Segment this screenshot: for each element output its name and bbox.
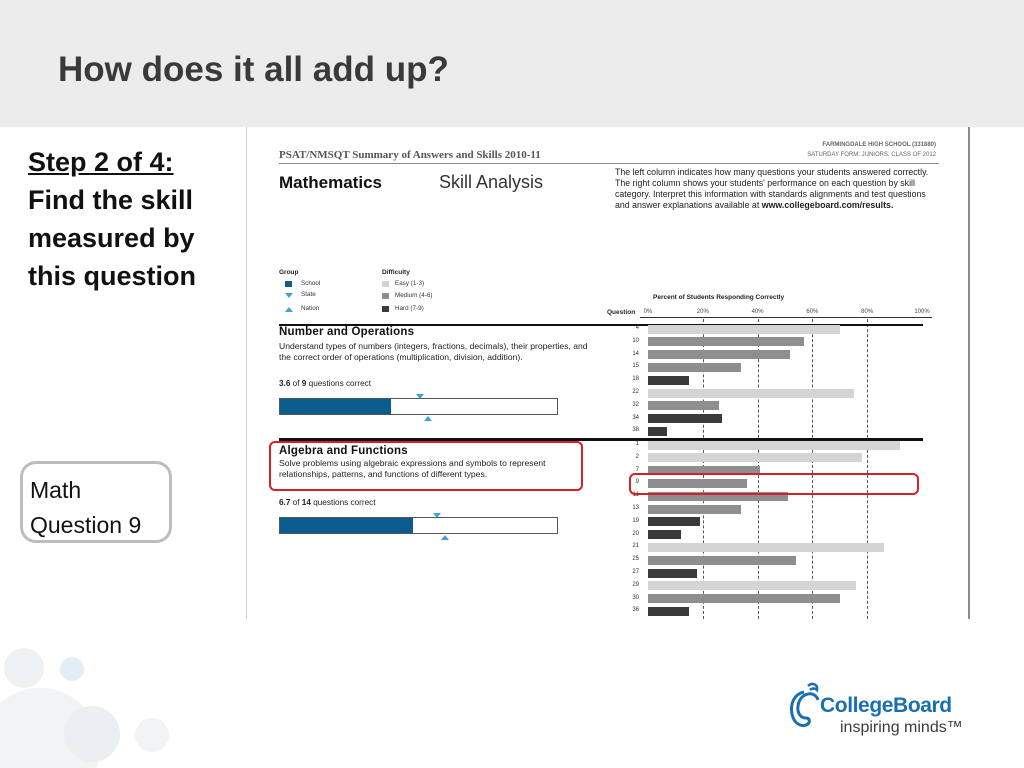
score-total: 14 xyxy=(301,498,311,507)
score-bar xyxy=(279,398,558,415)
results-link[interactable]: www.collegeboard.com/results. xyxy=(761,200,894,210)
decor-circle xyxy=(135,718,169,752)
gridline xyxy=(812,319,813,619)
x-tick-label: 20% xyxy=(696,309,709,315)
question-number: 38 xyxy=(632,427,639,434)
medium-swatch xyxy=(382,293,389,299)
question-bar xyxy=(648,441,900,450)
decor-circle xyxy=(60,657,84,681)
question-number: 19 xyxy=(632,517,639,524)
section-title: Number and Operations xyxy=(279,326,415,338)
callout-line: Question 9 xyxy=(30,512,142,538)
question-number: 15 xyxy=(632,363,639,370)
skill-analysis-report xyxy=(246,127,970,619)
collegeboard-logo xyxy=(788,680,988,740)
question-number: 32 xyxy=(632,401,639,408)
gridline xyxy=(867,319,868,619)
school-score-fill xyxy=(280,518,413,533)
score-value: 3.6 xyxy=(279,379,291,388)
slide-title: How does it all add up? xyxy=(58,50,449,89)
section-description: Understand types of numbers (integers, fractions, decimals), their properties, and the correct order of operations (multiplication, division, addition). xyxy=(279,341,588,362)
step-instructions xyxy=(28,143,238,295)
x-tick-label: 80% xyxy=(861,309,874,315)
question-bar xyxy=(648,414,722,423)
section-title: Algebra and Functions xyxy=(279,445,408,457)
legend-nation: Nation xyxy=(301,305,320,312)
score-bar xyxy=(279,517,558,534)
legend-difficulty-heading: Difficulty xyxy=(382,269,410,276)
title-divider xyxy=(279,163,939,164)
legend-state: State xyxy=(301,291,316,298)
score-total: 9 xyxy=(301,379,307,388)
logo-tagline: inspiring minds™ xyxy=(840,719,963,736)
question-bar xyxy=(648,389,854,398)
question-number: 30 xyxy=(632,594,639,601)
nation-marker-icon xyxy=(285,307,293,312)
question-number: 13 xyxy=(632,505,639,511)
chart-axis-title: Percent of Students Responding Correctly xyxy=(653,294,785,301)
question-number: 21 xyxy=(632,543,639,550)
intro-text: The left column indicates how many questions your students answered correctly. The right column shows your students' performance on each question by skill category. Interpret this information with standards alignments and test questions and answer explanations available at xyxy=(615,167,929,210)
legend-easy: Easy (1-3) xyxy=(395,280,425,287)
score-value: 6.7 xyxy=(279,498,291,507)
question-bar xyxy=(648,607,689,616)
question-bar xyxy=(648,517,700,526)
question-number: 18 xyxy=(632,376,639,383)
state-marker-icon xyxy=(285,293,293,298)
question-bar xyxy=(648,556,796,565)
x-tick-label: 100% xyxy=(914,309,930,315)
question-highlight-box xyxy=(629,473,919,495)
report-intro xyxy=(615,167,935,211)
report-subtitle: Skill Analysis xyxy=(439,172,544,192)
question-number: 20 xyxy=(632,530,639,537)
school-name: FARMINGDALE HIGH SCHOOL (331880) xyxy=(822,142,936,148)
question-number: 9 xyxy=(635,479,639,486)
question-bar xyxy=(648,427,667,436)
section-score xyxy=(279,379,371,388)
question-number: 11 xyxy=(632,492,639,499)
x-tick-label: 40% xyxy=(751,309,764,315)
question-bar xyxy=(648,569,697,578)
decor-circle xyxy=(64,706,120,762)
question-number: 25 xyxy=(632,556,639,563)
nation-marker-icon xyxy=(424,416,432,421)
question-bar xyxy=(648,505,741,514)
school-swatch xyxy=(285,281,292,287)
step-heading: Step 2 of 4: xyxy=(28,147,174,177)
question-number: 2 xyxy=(635,453,639,460)
question-column-heading: Question xyxy=(607,309,636,316)
question-bar xyxy=(648,337,804,346)
chart-axis-line xyxy=(640,317,932,318)
legend-medium: Medium (4-6) xyxy=(395,292,433,299)
x-tick-label: 60% xyxy=(806,309,819,315)
question-bar xyxy=(648,530,681,539)
question-bar xyxy=(648,543,884,552)
question-bar xyxy=(648,363,741,372)
nation-marker-icon xyxy=(441,535,449,540)
hard-swatch xyxy=(382,306,389,312)
question-bar xyxy=(648,376,689,385)
legend-school: School xyxy=(301,280,321,287)
question-number: 29 xyxy=(632,581,639,588)
logo-name: CollegeBoard xyxy=(820,694,952,717)
x-tick-label: 0% xyxy=(643,309,653,315)
question-number: 36 xyxy=(632,607,639,614)
question-bar xyxy=(648,401,719,410)
question-number: 7 xyxy=(635,466,639,473)
callout-line: Math xyxy=(30,477,82,503)
legend-hard: Hard (7-9) xyxy=(395,305,424,312)
question-number: 4 xyxy=(635,325,639,331)
step-line: measured by xyxy=(28,223,195,253)
question-number: 27 xyxy=(632,569,639,575)
question-number: 14 xyxy=(632,350,639,357)
math-question-callout xyxy=(20,461,172,543)
score-of: of xyxy=(292,379,300,388)
score-suffix: questions correct xyxy=(313,498,376,507)
school-score-fill xyxy=(280,399,391,414)
decor-circle xyxy=(4,648,44,688)
question-bar xyxy=(648,581,856,590)
question-number: 10 xyxy=(632,337,639,344)
section-score xyxy=(279,498,376,507)
question-bar xyxy=(648,325,840,334)
step-line: this question xyxy=(28,261,196,291)
step-line: Find the skill xyxy=(28,185,194,215)
question-bar xyxy=(648,453,862,462)
subject-title: Mathematics xyxy=(279,173,382,192)
section-description: Solve problems using algebraic expressions and symbols to represent relationships, patterns, and functions of different types. xyxy=(279,458,546,479)
question-number: 22 xyxy=(632,389,639,395)
legend-group-heading: Group xyxy=(279,269,299,276)
question-bar xyxy=(648,594,840,603)
skill-highlight-box xyxy=(269,441,583,491)
test-form: SATURDAY FORM: JUNIORS, CLASS OF 2012 xyxy=(807,152,936,158)
report-title: PSAT/NMSQT Summary of Answers and Skills 2010-11 xyxy=(279,149,541,161)
easy-swatch xyxy=(382,281,389,287)
score-suffix: questions correct xyxy=(308,379,371,388)
question-number: 1 xyxy=(635,441,639,447)
score-of: of xyxy=(292,498,300,507)
acorn-icon xyxy=(788,680,822,732)
question-number: 34 xyxy=(632,414,639,421)
question-bar xyxy=(648,350,790,359)
